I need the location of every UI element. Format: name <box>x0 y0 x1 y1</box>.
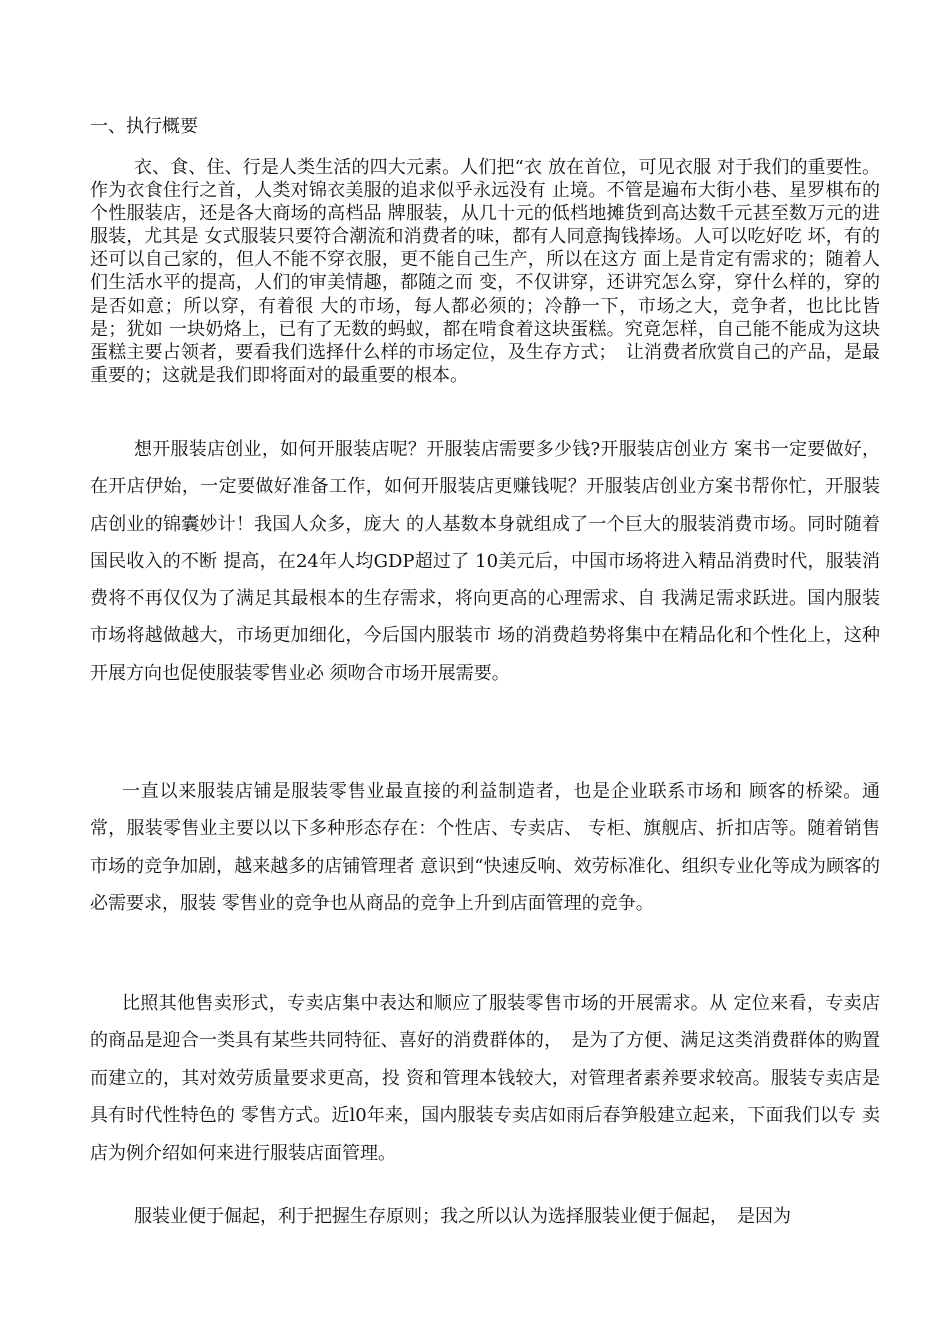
paragraph-5: 服装业便于倔起，利于把握生存原则；我之所以认为选择服装业便于倔起， 是因为 <box>134 1206 791 1227</box>
paragraph-3: 一直以来服装店铺是服装零售业最直接的利益制造者，也是企业联系市场和 顾客的桥梁。通常，服装零售业主要以以下多种形态存在：个性店、专卖店、 专柜、旗舰店、折扣店等。随着销售市场的竞争加剧，越来越多的店铺管理者 意识到“快速反响、效劳标准化、组织专业化等成为顾客的必需要求，服装 零售业的竞争也从商品的竞争上升到店面管理的竞争。 <box>90 781 880 915</box>
paragraph-4: 比照其他售卖形式，专卖店集中表达和顺应了服装零售市场的开展需求。从 定位来看，专卖店的商品是迎合一类具有某些共同特征、喜好的消费群体的， 是为了方便、满足这类消费群体的购置而建立的，其对效劳质量要求更高，投 资和管理本钱较大，对管理者素养要求较高。服装专卖店是具有时代性特色的 零售方式。近l0年来，国内服装专卖店如雨后春笋般建立起来，下面我们以专 卖店为例介绍如何来进行服装店面管理。 <box>90 993 880 1164</box>
paragraph-1: 衣、食、住、行是人类生活的四大元素。人们把“衣 放在首位，可见衣服 对于我们的重要性。作为衣食住行之首，人类对锦衣美服的追求似乎永远没有 止境。不管是遍布大街小巷、星罗棋布的个性服装店，还是各大商场的高档品 牌服装，从几十元的低档地摊货到高达数千元甚至数万元的进服装，尤其是 女式服装只要符合潮流和消费者的味，都有人同意掏钱捧场。人可以吃好吃 坏，有的还可以自己家的，但人不能不穿衣服，更不能自己生产，所以在这方 面上是肯定有需求的；随着人们生活水平的提高，人们的审美情趣，都随之而 变，不仅讲穿，还讲究怎么穿，穿什么样的，穿的是否如意；所以穿，有着很 大的市场，每人都必须的；冷静一下，市场之大，竞争者，也比比皆是；犹如 一块奶烙上，已有了无数的蚂蚁，都在啃食着这块蛋糕。究竟怎样，自己能不能成为这块蛋糕主要占领者，要看我们选择什么样的市场定位，及生存方式； 让消费者欣赏自己的产品，是最重要的；这就是我们即将面对的最重要的根本。 <box>90 157 880 386</box>
section-heading: 一、执行概要 <box>90 116 198 137</box>
paragraph-2: 想开服装店创业，如何开服装店呢？开服装店需要多少钱?开服装店创业方 案书一定要做好，在开店伊始，一定要做好准备工作，如何开服装店更赚钱呢？开服装店创业方案书帮你忙，开服装店创业的锦囊妙计！我国人众多，庞大 的人基数本身就组成了一个巨大的服装消费市场。同时随着国民收入的不断 提高，在24年人均GDP超过了 10美元后，中国市场将进入精品消费时代，服装消费将不再仅仅为了满足其最根本的生存需求，将向更高的心理需求、自 我满足需求跃进。国内服装市场将越做越大，市场更加细化，今后国内服装市 场的消费趋势将集中在精品化和个性化上，这种开展方向也促使服装零售业必 须吻合市场开展需要。 <box>90 439 880 684</box>
